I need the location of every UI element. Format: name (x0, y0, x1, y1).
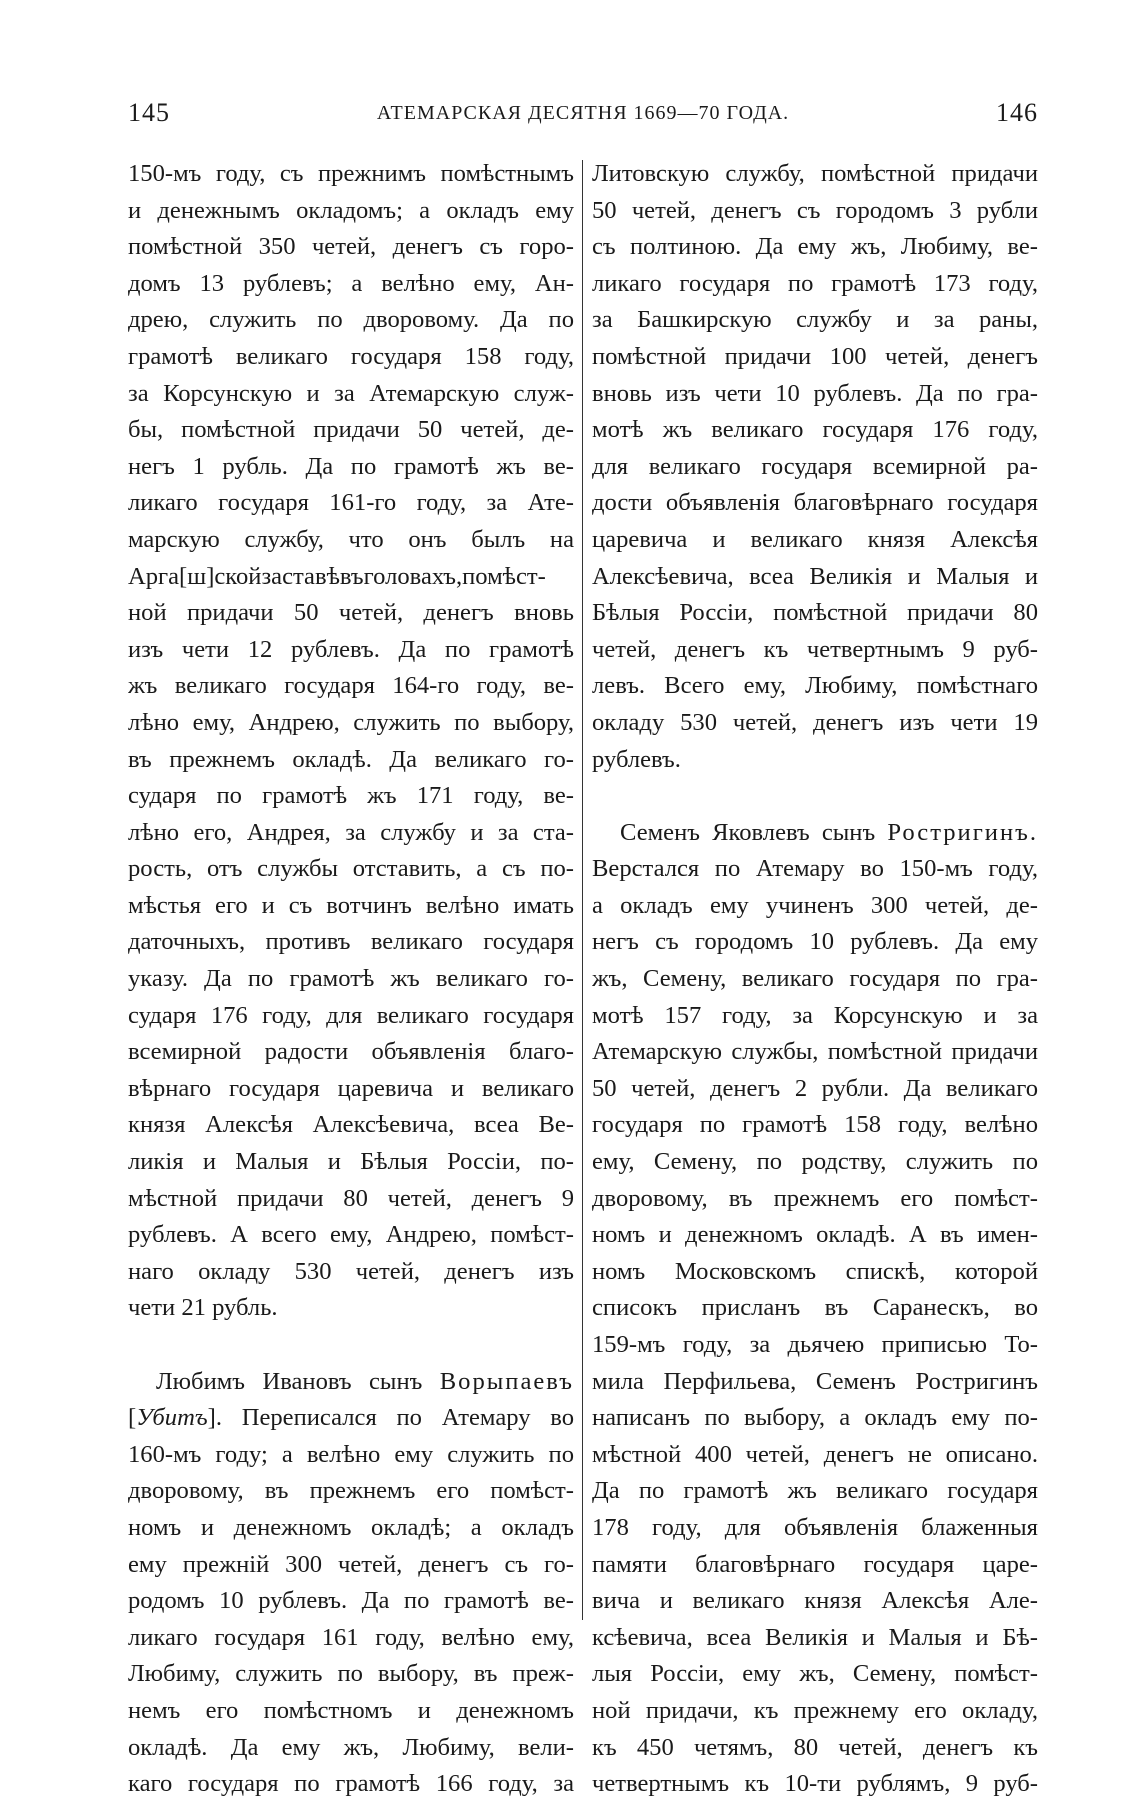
text-line: немъ его помѣстномъ и денежномъ (128, 1696, 574, 1724)
text-line: негъ съ городомъ 10 рублевъ. Да ему (592, 928, 1038, 956)
text-line: лѣно его, Андрея, за службу и за ста- (128, 818, 574, 846)
text-line: окладѣ. Да ему жъ, Любиму, вели- (128, 1733, 574, 1761)
text-line: чети 21 рубль. (128, 1294, 278, 1322)
text-line: номъ Московскомъ спискѣ, которой (592, 1257, 1038, 1285)
text-line: номъ и денежномъ окладѣ; а окладъ (128, 1513, 574, 1541)
text-line: мила Перфильева, Семенъ Ростригинъ (592, 1367, 1038, 1395)
text-line: дости объявленія благовѣрнаго государя (592, 489, 1038, 517)
text-line: и денежнымъ окладомъ; а окладъ ему (128, 196, 574, 224)
right-paragraph-semen (592, 815, 1038, 1803)
person-name: Любимъ Ивановъ сынъ (156, 1367, 423, 1395)
text-line: ликаго государя по грамотѣ 173 году, (592, 269, 1038, 297)
text-line: дворовому, въ прежнемъ его помѣст- (128, 1477, 574, 1505)
text-line: вновь изъ чети 10 рублевъ. Да по гра- (592, 379, 1038, 407)
paragraph-lead-line (592, 815, 1038, 852)
text-line: Верстался по Атемару во 150-мъ году, (592, 855, 1038, 883)
text-line: памяти благовѣрнаго государя царе- (592, 1550, 1038, 1578)
text-line: наго окладу 530 четей, денегъ изъ (128, 1257, 574, 1285)
text-line: помѣстной 350 четей, денегъ съ горо- (128, 233, 574, 261)
text-line: каго государя по грамотѣ 166 году, за (128, 1770, 574, 1798)
text-line: мѣстной 400 четей, денегъ не описано. (592, 1440, 1038, 1468)
left-column (128, 156, 574, 1803)
text-line (128, 1400, 574, 1437)
text-line: рость, отъ службы отставить, а съ по- (128, 855, 574, 883)
person-surname: Ростригинъ. (887, 818, 1038, 846)
text-line: Литовскую службу, помѣстной придачи (592, 160, 1038, 187)
column-divider (582, 160, 583, 1620)
text-line: ему прежній 300 четей, денегъ съ го- (128, 1550, 574, 1578)
text-line: бы, помѣстной придачи 50 четей, де- (128, 416, 574, 444)
text-line: дрею, служить по дворовому. Да по (128, 306, 574, 334)
text-line: за Башкирскую службу и за раны, (592, 306, 1038, 334)
paragraph-lead-line (128, 1364, 574, 1401)
text-line: мѣстной придачи 80 четей, денегъ 9 (128, 1184, 574, 1212)
text-line: помѣстной придачи 100 четей, денегъ (592, 342, 1038, 370)
text-line: четвертнымъ къ 10-ти рублямъ, 9 руб- (592, 1770, 1038, 1798)
text-line: вѣрнаго государя царевича и великаго (128, 1074, 574, 1102)
text-line: 160-мъ году; а велѣно ему служить по (128, 1440, 574, 1468)
text-line: мѣстья его и съ вотчинъ велѣно имать (128, 891, 574, 919)
text-line: даточныхъ, противъ великаго государя (128, 928, 574, 956)
text-line: съ полтиною. Да ему жъ, Любиму, ве- (592, 233, 1038, 261)
text-line: Алексѣевича, всеа Великія и Малыя и (592, 562, 1038, 590)
text-line: домъ 13 рублевъ; а велѣно ему, Ан- (128, 269, 574, 297)
text-line: ной придачи, къ прежнему его окладу, (592, 1696, 1038, 1724)
right-paragraph-semen-body (592, 851, 1038, 1802)
text-line: за Корсунскую и за Атемарскую служ- (128, 379, 574, 407)
paragraph-gap (128, 1327, 574, 1364)
text-line: 50 четей, денегъ съ городомъ 3 рубли (592, 196, 1038, 224)
text-line: лыя Россіи, ему жъ, Семену, помѣст- (592, 1660, 1038, 1688)
text-line: 150-мъ году, съ прежнимъ помѣстнымъ (128, 160, 574, 187)
bracket-open: [ (128, 1404, 137, 1432)
text-line: Любиму, служить по выбору, въ преж- (128, 1660, 574, 1688)
text-line: Бѣлыя Россіи, помѣстной придачи 80 (592, 599, 1038, 627)
text-line: 159-мъ году, за дьячею приписью То- (592, 1331, 1038, 1358)
text-line: списокъ присланъ въ Саранескъ, во (592, 1294, 1038, 1322)
text-line: изъ чети 12 рублевъ. Да по грамотѣ (128, 635, 574, 663)
text-line: для великаго государя всемирной ра- (592, 452, 1038, 480)
text-line: негъ 1 рубль. Да по грамотѣ жъ ве- (128, 452, 574, 480)
left-paragraph-lyubim (128, 1364, 574, 1803)
text-line: жъ, Семену, великаго государя по гра- (592, 965, 1038, 993)
right-column (592, 156, 1038, 1803)
text-line: ему, Семену, по родству, служить по (592, 1148, 1038, 1176)
text-line: ликаго государя 161-го году, за Ате- (128, 489, 574, 517)
text-line: Атемарскую службы, помѣстной придачи (592, 1038, 1038, 1066)
text-line: указу. Да по грамотѣ жъ великаго го- (128, 965, 574, 993)
text-line: родомъ 10 рублевъ. Да по грамотѣ ве- (128, 1587, 574, 1615)
text-line: дворовому, въ прежнемъ его помѣст- (592, 1184, 1038, 1212)
page-number-left: 145 (128, 98, 170, 127)
editorial-note: Убитъ (136, 1404, 208, 1432)
text-line: въ прежнемъ окладѣ. Да великаго го- (128, 745, 574, 773)
text-line: рублевъ. (592, 745, 681, 773)
left-paragraph-andrey (128, 156, 574, 1327)
running-head (128, 98, 1038, 138)
text-line: номъ и денежномъ окладѣ. А въ имен- (592, 1221, 1038, 1249)
text-line: грамотѣ великаго государя 158 году, (128, 342, 574, 370)
text-line: государя по грамотѣ 158 году, велѣно (592, 1111, 1038, 1139)
text-line: мотѣ 157 году, за Корсунскую и за (592, 1001, 1038, 1029)
text-line: рублевъ. А всего ему, Андрею, помѣст- (128, 1221, 574, 1249)
text-segment: ]. Переписался по Атемару во (207, 1404, 574, 1432)
text-line: сударя по грамотѣ жъ 171 году, ве- (128, 782, 574, 810)
text-line: вича и великаго князя Алексѣя Але- (592, 1587, 1038, 1615)
text-line: ксѣевича, всеа Великія и Малыя и Бѣ- (592, 1623, 1038, 1651)
text-line: марскую службу, что онъ былъ на (128, 525, 574, 553)
text-line: окладу 530 четей, денегъ изъ чети 19 (592, 708, 1038, 736)
text-line: Арга[ш]скойзаставѣвъголовахъ,помѣст- (128, 562, 546, 590)
text-line: ликаго государя 161 году, велѣно ему, (128, 1623, 574, 1651)
running-title: АТЕМАРСКАЯ ДЕСЯТНЯ 1669—70 ГОДА. (376, 102, 790, 124)
text-line: написанъ по выбору, а окладъ ему по- (592, 1404, 1038, 1432)
text-line: князя Алексѣя Алексѣевича, всеа Ве- (128, 1111, 574, 1139)
text-line: жъ великаго государя 164-го году, ве- (128, 672, 574, 700)
text-line: ликія и Малыя и Бѣлыя Россіи, по- (128, 1148, 574, 1176)
text-line: а окладъ ему учиненъ 300 четей, де- (592, 891, 1038, 919)
page-number-right: 146 (996, 98, 1038, 127)
text-line: 50 четей, денегъ 2 рубли. Да великаго (592, 1074, 1038, 1102)
right-paragraph-lyubim-cont (592, 156, 1038, 778)
text-line: къ 450 четямъ, 80 четей, денегъ къ (592, 1733, 1038, 1761)
text-line: 178 году, для объявленія блаженныя (592, 1513, 1038, 1541)
text-line: Да по грамотѣ жъ великаго государя (592, 1477, 1038, 1505)
text-line: сударя 176 году, для великаго государя (128, 1001, 574, 1029)
text-line: лѣно ему, Андрею, служить по выбору, (128, 708, 574, 736)
text-line: царевича и великаго князя Алексѣя (592, 525, 1038, 553)
text-line: четей, денегъ къ четвертнымъ 9 руб- (592, 635, 1038, 663)
person-surname: Ворыпаевъ (439, 1367, 574, 1395)
left-paragraph-lyubim-body (128, 1437, 574, 1803)
text-line: мотѣ жъ великаго государя 176 году, (592, 416, 1038, 444)
text-line: левъ. Всего ему, Любиму, помѣстнаго (592, 672, 1038, 700)
text-line: ной придачи 50 четей, денегъ вновь (128, 599, 574, 627)
paragraph-gap (592, 778, 1038, 815)
person-name: Семенъ Яковлевъ сынъ (620, 818, 876, 846)
text-line: всемирной радости объявленія благо- (128, 1038, 574, 1066)
